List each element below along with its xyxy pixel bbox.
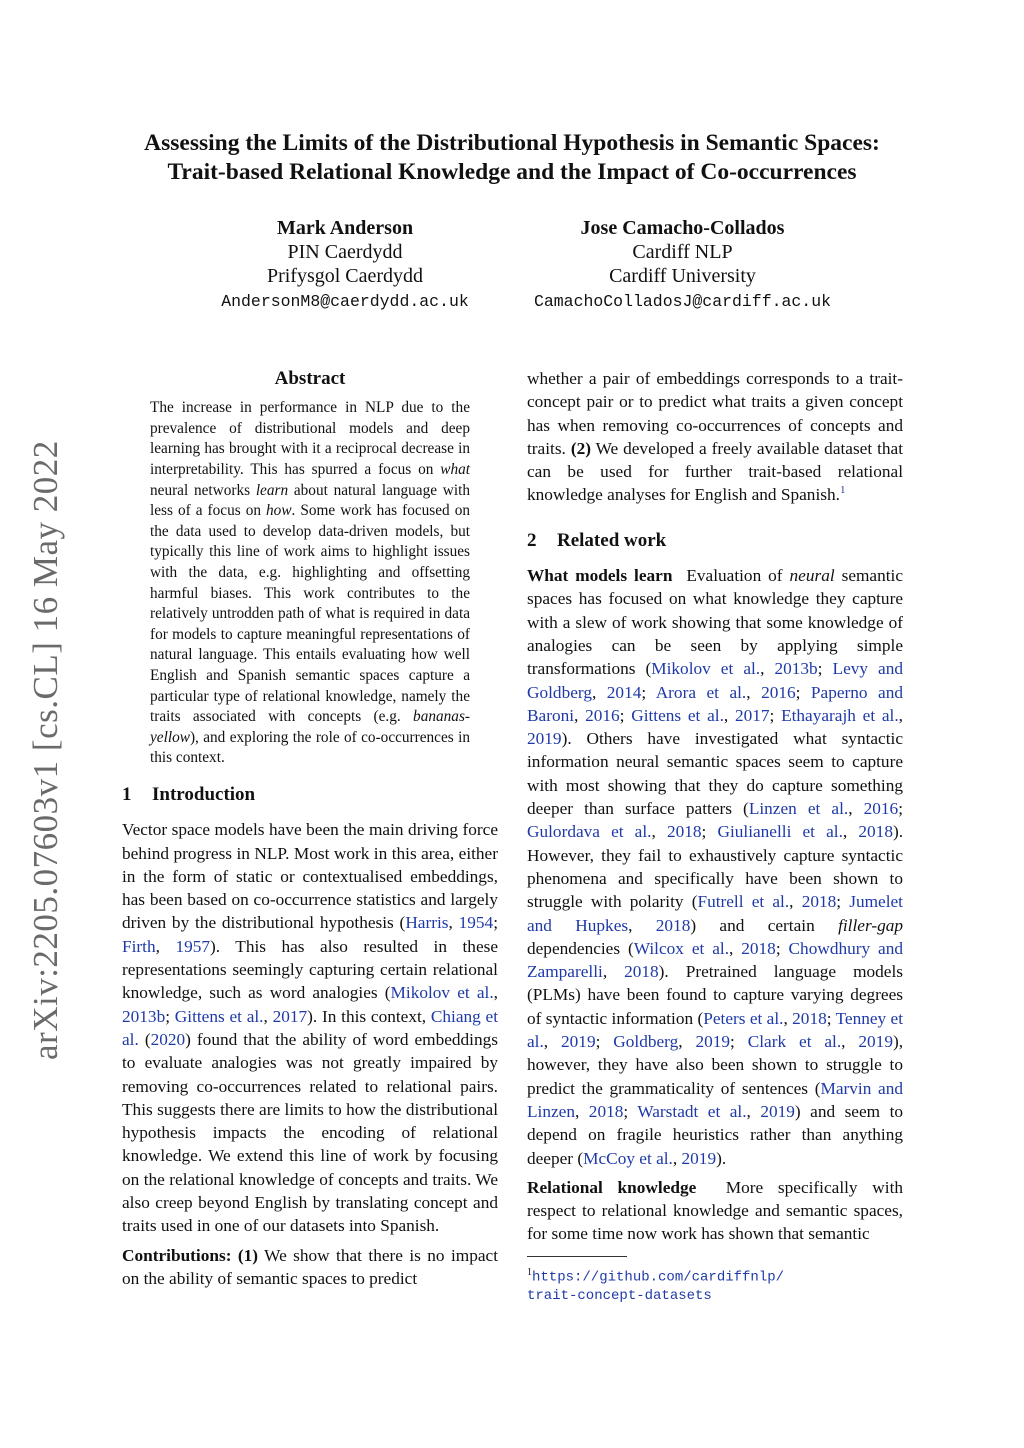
citation-link[interactable]: Harris — [405, 913, 449, 933]
arxiv-identifier: arXiv:2205.07603v1 [cs.CL] 16 May 2022 — [26, 440, 65, 1060]
footnote-url[interactable]: trait-concept-datasets — [527, 1288, 712, 1305]
citation-link[interactable]: 2019 — [681, 1148, 717, 1168]
citation-link[interactable]: 1957 — [175, 936, 210, 956]
author-name: Jose Camacho-Collados — [580, 217, 785, 239]
abstract-text: The increase in performance in NLP due to the prevalence of distributional models and deep learning has brought with it a reciprocal decrease in interpretability. This has spurred a focus on what neural networks learn about natural language with less of a focus on how. Some work has focused on the data used to develop data-driven models, but typically this line of work aims to highlight issues with the data, e.g. highlighting and offsetting harmful biases. This work contributes to the relatively untrodden path of what is required in data for models to capture meaningful representations of natural language. This entails evaluating how well English and Spanish semantic spaces capture a particular type of relational knowledge, namely the traits associated with concepts (e.g. bananas-yellow), and exploring the role of co-occurrences in this context. — [150, 399, 470, 767]
paper-title — [100, 129, 924, 187]
intro-paragraph: Vector space models have been the main driving force behind progress in NLP. Most work in this area, either in the form of static or contextualised embeddings, has been based on co-occurrence statistics and largely driven by the distributional hypothesis (Harris, 1954; Firth, 1957). This has also resulted in these representations seemingly capturing certain relational knowledge, such as word analogies (Mikolov et al., 2013b; Gittens et al., 2017). In this context, Chiang et al. (2020) found that the ability of word embeddings to evaluate analogies was not greatly impaired by removing co-occurrences related to relational pairs. This suggests there are limits to how the distributional hypothesis impacts the encoding of relational knowledge. We extend this line of work by focusing on the relational knowledge of concepts and traits. We also creep beyond English by translating concept and traits used in one of our datasets into Spanish. — [122, 820, 499, 1236]
author-email[interactable]: AndersonM8@caerdydd.ac.uk — [221, 292, 469, 311]
section-heading-introduction: 1 Introduction — [122, 783, 256, 805]
citation-link[interactable]: Giulianelli et al. — [717, 822, 843, 842]
citation-link[interactable]: Marvin and Linzen — [527, 1078, 903, 1121]
citation-link[interactable]: 2018 — [801, 892, 837, 912]
citation-link[interactable]: Arora et al. — [655, 682, 747, 702]
citation-link[interactable]: 2018 — [666, 822, 702, 842]
citation-link[interactable]: 2017 — [272, 1006, 308, 1026]
left-column — [122, 367, 498, 1290]
citation-link[interactable]: Jumelet and Hupkes — [527, 892, 903, 935]
title-line-1: Assessing the Limits of the Distributional Hypothesis in Semantic Spaces: — [144, 130, 880, 156]
citation-link[interactable]: 2013b — [774, 659, 818, 679]
citation-link[interactable]: 2019 — [695, 1032, 731, 1052]
citation-link[interactable]: 2013b — [122, 1006, 166, 1026]
citation-link[interactable]: Wilcox et al. — [633, 938, 730, 958]
author-block-2 — [505, 216, 860, 314]
abstract-heading: Abstract — [274, 368, 346, 389]
citation-link[interactable]: 2019 — [527, 729, 562, 749]
citation-link[interactable]: 2018 — [858, 822, 893, 842]
citation-link[interactable]: 2019 — [858, 1032, 893, 1052]
citation-link[interactable]: 2018 — [792, 1008, 827, 1028]
citation-link[interactable]: Goldberg — [613, 1032, 679, 1052]
citation-link[interactable]: Chowdhury and Zamparelli — [527, 938, 903, 982]
author-name: Mark Anderson — [276, 217, 414, 239]
citation-link[interactable]: 2017 — [734, 705, 770, 725]
footnote-marker[interactable]: 1 — [839, 484, 846, 497]
citation-link[interactable]: Firth — [122, 936, 156, 956]
author-affiliation: Cardiff University — [609, 265, 756, 287]
citation-link[interactable]: 2014 — [606, 682, 642, 702]
citation-link[interactable]: 2018 — [741, 938, 776, 958]
citation-link[interactable]: Gulordava et al. — [527, 822, 652, 842]
footnote-number: 1 — [527, 1266, 532, 1278]
citation-link[interactable]: Gittens et al. — [174, 1006, 264, 1026]
relational-knowledge-paragraph: Relational knowledge More specifically with respect to relational knowledge and semantic spaces, for some time now work has shown that semantic — [527, 1177, 904, 1244]
citation-link[interactable]: 1954 — [458, 913, 494, 933]
citation-link[interactable]: 2020 — [150, 1029, 186, 1049]
citation-link[interactable]: Levy and Goldberg — [527, 659, 904, 702]
author-affiliation: Cardiff NLP — [632, 241, 733, 263]
author-affiliation: Prifysgol Caerdydd — [266, 265, 424, 287]
citation-link[interactable]: 2018 — [588, 1101, 624, 1121]
citation-link[interactable]: Mikolov et al. — [390, 983, 494, 1003]
citation-link[interactable]: Clark et al. — [747, 1032, 842, 1052]
footnote — [527, 1263, 903, 1307]
citation-link[interactable]: 2018 — [624, 962, 659, 982]
citation-link[interactable]: Mikolov et al. — [651, 659, 761, 679]
citation-link[interactable]: Paperno and Baroni — [527, 682, 903, 725]
right-column — [527, 367, 903, 1306]
citation-link[interactable]: 2018 — [655, 915, 691, 935]
section-heading-related-work: 2 Related work — [527, 529, 667, 551]
citation-link[interactable]: 2016 — [761, 682, 796, 702]
citation-link[interactable]: McCoy et al. — [583, 1148, 673, 1168]
citation-link[interactable]: 2019 — [561, 1032, 596, 1052]
citation-link[interactable]: 2019 — [760, 1101, 795, 1121]
author-affiliation: PIN Caerdydd — [287, 241, 403, 263]
citation-link[interactable]: 2016 — [585, 705, 620, 725]
citation-link[interactable]: Ethayarajh et al. — [781, 705, 899, 725]
contributions-paragraph: Contributions: (1) We show that there is no impact on the ability of semantic spaces to predict — [122, 1245, 498, 1288]
author-block-1 — [190, 216, 500, 314]
citation-link[interactable]: Tenney et al. — [527, 1008, 904, 1052]
footnote-url[interactable]: https://github.com/cardiffnlp/ — [532, 1269, 785, 1286]
citation-link[interactable]: Warstadt et al. — [637, 1101, 747, 1121]
what-models-learn-paragraph: What models learn Evaluation of neural semantic spaces has focused on what knowledge they capture with a slew of work showing that some knowledge of analogies can be seen by applying simple transformations (Mikolov et al., 2013b; Levy and Goldberg, 2014; Arora et al., 2016; Paperno and Baroni, 2016; Gittens et al., 2017; Ethayarajh et al., 2019). Others have investigated what syntactic information neural semantic spaces seem to capture with most showing that they do capture something deeper than surface patters (Linzen et al., 2016; Gulordava et al., 2018; Giulianelli et al., 2018). However, they fail to exhaustively capture syntactic phenomena and specifically have been shown to struggle with polarity (Futrell et al., 2018; Jumelet and Hupkes, 2018) and certain filler-gap dependencies (Wilcox et al., 2018; Chowdhury and Zamparelli, 2018). Pretrained language models (PLMs) have been found to capture varying degrees of syntactic information (Peters et al., 2018; Tenney et al., 2019; Goldberg, 2019; Clark et al., 2019), however, they have also been shown to struggle to predict the grammaticality of sentences (Marvin and Linzen, 2018; Warstadt et al., 2019) and seem to depend on fragile heuristics rather than anything deeper (McCoy et al., 2019). — [527, 566, 904, 1168]
citation-link[interactable]: Chiang et al. — [122, 1006, 499, 1049]
citation-link[interactable]: Peters et al. — [703, 1008, 784, 1028]
contributions-continued: whether a pair of embeddings corresponds to a trait-concept pair or to predict what traits a given concept has when removing co-occurrences of concepts and traits. (2) We developed a freely available dataset that can be used for further trait-based relational knowledge analyses for English and Spanish.$^1$ — [527, 369, 903, 505]
citation-link[interactable]: 2016 — [863, 799, 899, 819]
citation-link[interactable]: Linzen et al. — [748, 799, 849, 819]
footnote-rule — [527, 1256, 627, 1257]
author-email[interactable]: CamachoColladosJ@cardiff.ac.uk — [533, 292, 832, 311]
citation-link[interactable]: Gittens et al. — [631, 705, 724, 725]
title-line-2: Trait-based Relational Knowledge and the Impact of Co-occurrences — [167, 159, 857, 185]
citation-link[interactable]: Futrell et al. — [697, 892, 790, 912]
